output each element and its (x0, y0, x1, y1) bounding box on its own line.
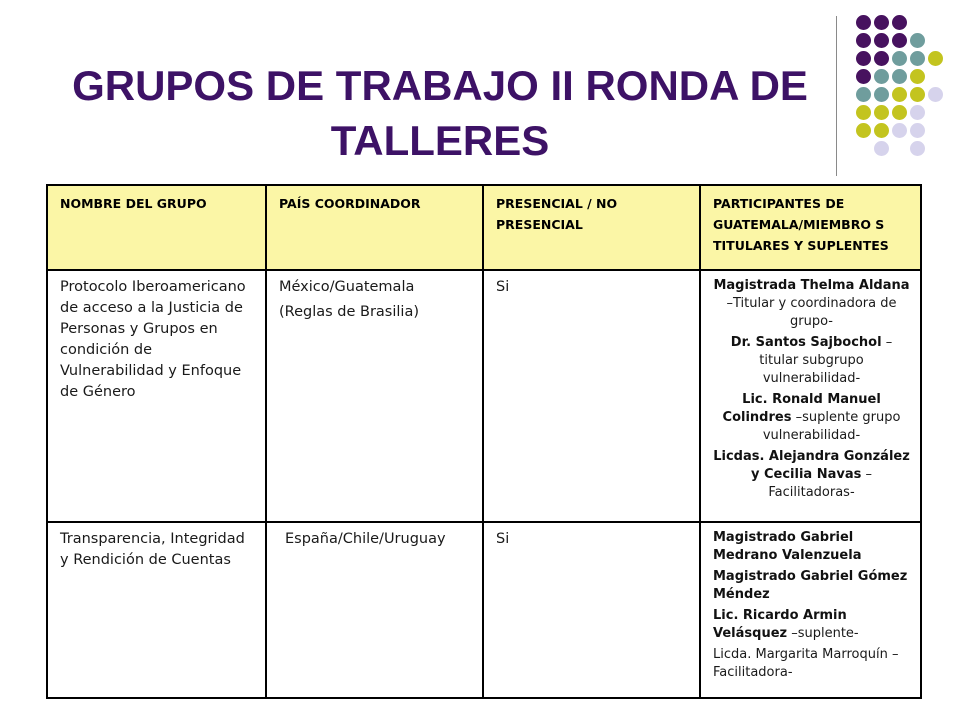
presencial-value: Si (496, 279, 510, 295)
table-cell (483, 270, 700, 522)
decorative-dot (910, 141, 925, 156)
decorative-dot (856, 15, 871, 30)
decorative-dot (892, 15, 907, 30)
participant-name: Dr. Santos Sajbochol (730, 335, 882, 350)
header-cell (700, 185, 921, 270)
participant-name: Licdas. Alejandra González y Cecilia Navas (713, 449, 910, 482)
decorative-dot (874, 105, 889, 120)
header-cell (47, 185, 266, 270)
participant-role: –Titular y coordinadora de grupo- (726, 296, 897, 329)
table-cell (47, 270, 266, 522)
decorative-dot (928, 51, 943, 66)
participant-name: Lic. Ronald Manuel Colindres (722, 392, 881, 425)
header-presencial: PRESENCIAL / NO PRESENCIAL (496, 196, 618, 232)
decorative-dot (856, 87, 871, 102)
participant-role: – titular subgrupo vulnerabilidad- (759, 335, 893, 386)
decorative-dot (892, 123, 907, 138)
decorative-dot (874, 69, 889, 84)
header-cell (483, 185, 700, 270)
decorative-dot (856, 69, 871, 84)
decorative-dot (856, 123, 871, 138)
participant-name: Magistrado Gabriel Medrano Valenzuela (713, 530, 862, 563)
participant-entry (713, 334, 910, 388)
group-name: Transparencia, Integridad y Rendición de Cuentas (60, 531, 245, 568)
decorative-dot (892, 87, 907, 102)
page-title: GRUPOS DE TRABAJO II RONDA DE TALLERES (72, 62, 808, 164)
decorative-dot (910, 51, 925, 66)
participant-name: Magistrado Gabriel Gómez Méndez (713, 569, 908, 602)
table-cell (483, 522, 700, 698)
decorative-dot (910, 123, 925, 138)
decorative-dot (910, 105, 925, 120)
participant-entry (713, 529, 910, 565)
participant-role: Licda. Margarita Marroquín –Facilitadora- (713, 647, 899, 680)
participant-name: Magistrada Thelma Aldana (713, 278, 910, 293)
decorative-dot (928, 87, 943, 102)
participant-name: Lic. Ricardo Armin Velásquez (713, 608, 847, 641)
decorative-dot (874, 15, 889, 30)
decorative-dot (874, 87, 889, 102)
header-country: PAÍS COORDINADOR (279, 196, 421, 211)
coordinating-country: México/Guatemala (279, 279, 415, 295)
presencial-value: Si (496, 531, 510, 547)
decorative-dot (910, 69, 925, 84)
decorative-dot (856, 105, 871, 120)
participants-list (713, 277, 910, 502)
table-cell (700, 270, 921, 522)
decorative-dot (892, 105, 907, 120)
decorative-dot (874, 123, 889, 138)
participant-role: –Facilitadoras- (768, 467, 872, 500)
header-cell (266, 185, 483, 270)
decorative-divider (836, 16, 837, 176)
header-participants: PARTICIPANTES DE GUATEMALA/MIEMBRO S TITULARES Y SUPLENTES (713, 196, 889, 253)
decorative-dot (910, 33, 925, 48)
participant-entry (713, 646, 910, 682)
participant-entry (713, 607, 910, 643)
country-note: (Reglas de Brasilia) (279, 304, 419, 320)
participants-list (713, 529, 910, 682)
header-group-name: NOMBRE DEL GRUPO (60, 196, 207, 211)
participant-entry (713, 391, 910, 445)
table-row (47, 522, 921, 698)
group-name: Protocolo Iberoamericano de acceso a la Justicia de Personas y Grupos en condición de Vulnerabilidad y Enfoque de Género (60, 279, 246, 400)
participant-entry (713, 448, 910, 502)
decorative-dot (874, 141, 889, 156)
decorative-dot (856, 33, 871, 48)
table-row (47, 270, 921, 522)
participant-role: –suplente grupo vulnerabilidad- (762, 410, 901, 443)
decorative-dot (874, 33, 889, 48)
decorative-dot (856, 51, 871, 66)
decorative-dot (892, 69, 907, 84)
working-groups-table (46, 184, 922, 699)
decorative-dot (910, 87, 925, 102)
participant-entry (713, 277, 910, 331)
table-cell (266, 522, 483, 698)
decorative-dot (874, 51, 889, 66)
decorative-dot (892, 33, 907, 48)
table-cell (700, 522, 921, 698)
participant-entry (713, 568, 910, 604)
table-header-row (47, 185, 921, 270)
coordinating-country: España/Chile/Uruguay (285, 531, 446, 547)
decorative-dot (892, 51, 907, 66)
participant-role: –suplente- (787, 626, 859, 641)
table-cell (47, 522, 266, 698)
table-cell (266, 270, 483, 522)
